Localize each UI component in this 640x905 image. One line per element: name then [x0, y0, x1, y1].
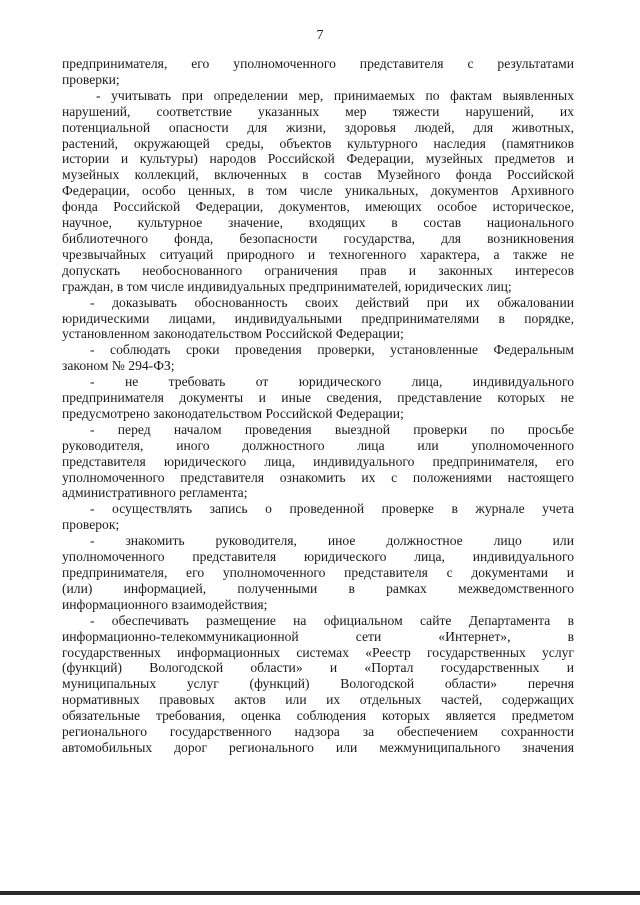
text-line: предусмотрено законодательством Российской Федерации; — [62, 405, 404, 421]
text-line: проверки; — [62, 71, 120, 87]
text-line: предпринимателя, его уполномоченного представителя с результатами — [62, 56, 574, 71]
text-line: - учитывать при определении мер, принимаемых по фактам выявленных — [96, 87, 574, 103]
text-line: граждан, в том числе индивидуальных предпринимателей, юридических лиц; — [62, 278, 512, 294]
text-line: Федерации, особо ценных, в том числе уникальных, документов Архивного — [62, 183, 574, 199]
text-line: административного регламента; — [62, 485, 248, 501]
text-line: предпринимателя документы и иные сведения, представление которых не — [62, 390, 574, 406]
text-line: - осуществлять запись о проведенной проверке в журнале учета — [90, 501, 574, 517]
text-line: предпринимателя, его уполномоченного представителя с документами и — [62, 565, 574, 580]
text-line: растений, окружающей среды, объектов культурного наследия (памятников — [62, 135, 574, 151]
text-line: фонда Российской Федерации, документов, имеющих особое историческое, — [62, 199, 574, 215]
text-line: нарушений, соответствие указанных мер тяжести нарушений, их — [62, 103, 574, 119]
text-line: - не требовать от юридического лица, индивидуального — [90, 374, 574, 390]
text-line: уполномоченного представителя юридического лица, индивидуального — [62, 549, 574, 565]
text-line: - обеспечивать размещение на официальном сайте Департамента в — [90, 612, 574, 628]
text-line: музейных коллекций, включенных в состав Музейного фонда Российской — [62, 167, 574, 183]
text-line: допускать необоснованного ограничения прав и законных интересов — [62, 262, 574, 278]
text-line: потенциальной опасности для жизни, здоровья людей, для животных, — [62, 119, 574, 135]
text-line: нормативных правовых актов или их отдельных частей, содержащих — [62, 692, 574, 708]
page-number: 7 — [316, 28, 324, 43]
text-line: руководителя, иного должностного лица или уполномоченного — [62, 437, 574, 453]
text-line: (или) информацией, полученными в рамках межведомственного — [62, 580, 574, 596]
text-line: истории и культуры) народов Российской Федерации, музейных предметов и — [62, 151, 574, 167]
text-line: законом № 294-ФЗ; — [62, 358, 175, 374]
text-line: юридическими лицами, индивидуальными предпринимателями в порядке, — [62, 310, 574, 326]
text-line: научное, культурное значение, входящих в состав национального — [62, 215, 574, 231]
text-line: информационно-телекоммуникационной сети «Интернет», в — [62, 628, 574, 644]
text-line: библиотечного фонда, безопасности государства, для возникновения — [62, 230, 574, 246]
text-line: - перед началом проведения выездной проверки по просьбе — [90, 421, 574, 437]
text-line: - доказывать обоснованность своих действий при их обжаловании — [90, 294, 574, 310]
scan-edge-rule — [0, 891, 640, 895]
text-line: установленном законодательством Российской Федерации; — [62, 326, 404, 342]
text-line: (функций) Вологодской области» и «Портал государственных и — [62, 660, 574, 676]
text-line: - знакомить руководителя, иное должностное лицо или — [90, 533, 574, 549]
text-line: проверок; — [62, 517, 120, 533]
text-line: представителя юридического лица, индивидуального предпринимателя, его — [62, 453, 574, 469]
text-line: информационного взаимодействия; — [62, 596, 268, 612]
text-line: уполномоченного представителя ознакомить их с положениями настоящего — [62, 469, 574, 485]
text-line: чрезвычайных ситуаций природного и техногенного характера, а также не — [62, 246, 574, 262]
document-body — [62, 56, 574, 756]
text-line: автомобильных дорог регионального или межмуниципального значения — [62, 739, 574, 755]
text-line: обязательные требования, оценка соблюдения которых является предметом — [62, 708, 574, 724]
text-line: государственных информационных системах «Реестр государственных услуг — [62, 644, 574, 660]
text-line: регионального государственного надзора за обеспечением сохранности — [62, 724, 574, 740]
text-line: муниципальных услуг (функций) Вологодской области» перечня — [62, 676, 574, 692]
text-line: - соблюдать сроки проведения проверки, установленные Федеральным — [90, 342, 574, 358]
